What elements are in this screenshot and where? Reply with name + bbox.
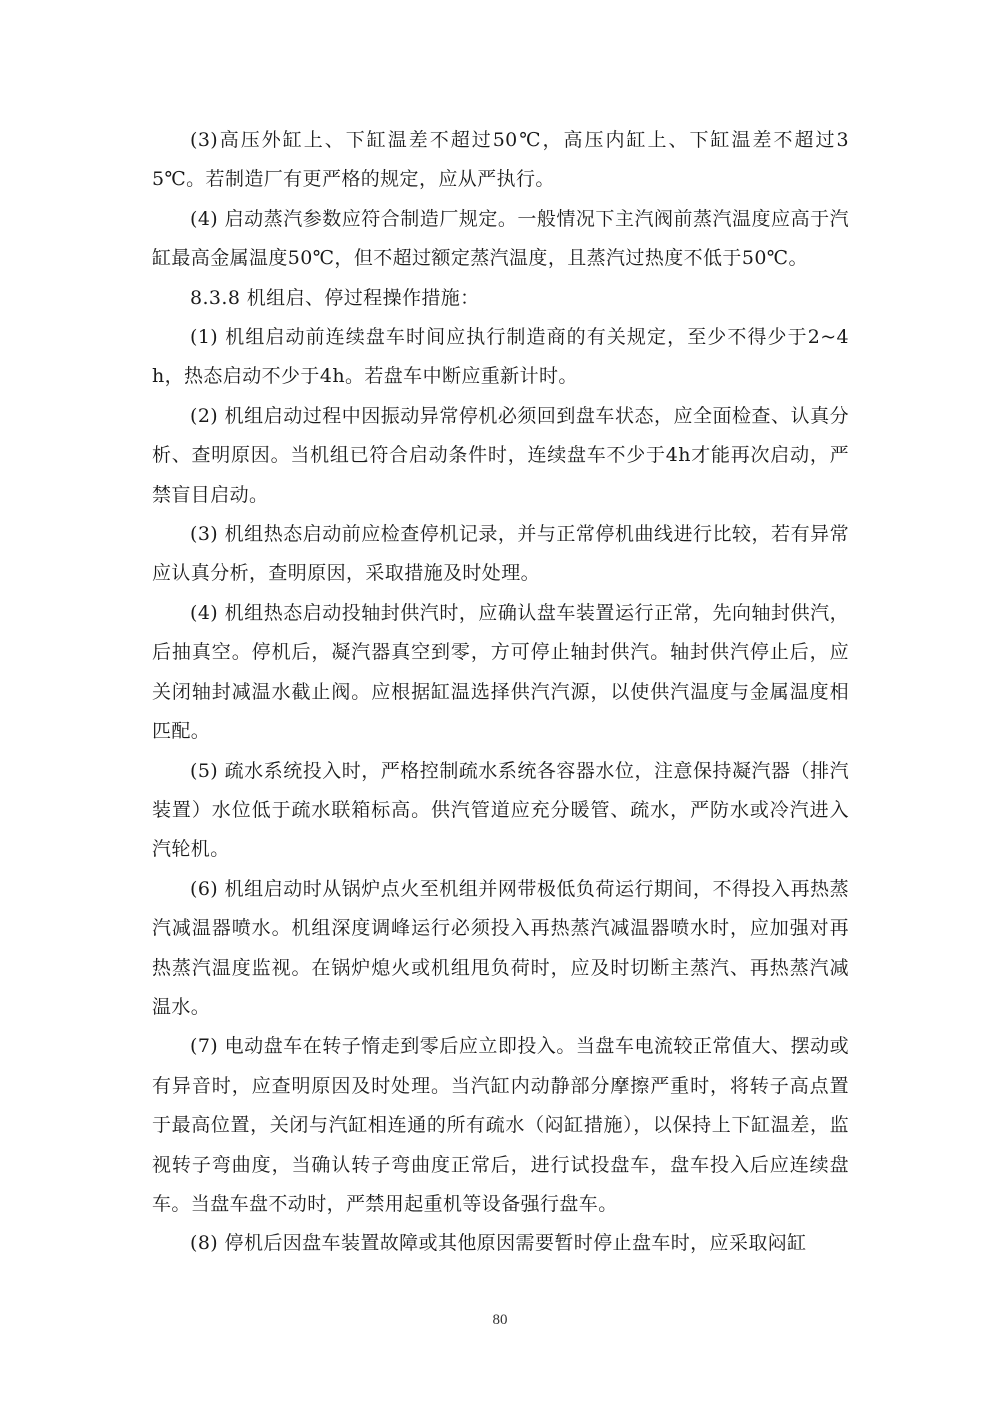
paragraph-2-vibration-shutdown: (2) 机组启动过程中因振动异常停机必须回到盘车状态，应全面检查、认真分析、查明原因。当机组已符合启动条件时，连续盘车不少于4h才能再次启动，严禁盲目启动。: [152, 404, 849, 506]
document-body: [152, 121, 849, 1264]
paragraph-3-hot-start-check: (3) 机组热态启动前应检查停机记录，并与正常停机曲线进行比较，若有异常应认真分析，查明原因，采取措施及时处理。: [152, 523, 849, 585]
paragraph-4-startup-steam: (4) 启动蒸汽参数应符合制造厂规定。一般情况下主汽阀前蒸汽温度应高于汽缸最高金属温度50℃，但不超过额定蒸汽温度，且蒸汽过热度不低于50℃。: [152, 207, 849, 270]
paragraph-7-electric-turning: (7) 电动盘车在转子惰走到零后应立即投入。当盘车电流较正常值大、摆动或有异音时，应查明原因及时处理。当汽缸内动静部分摩擦严重时，将转子高点置于最高位置，关闭与汽缸相连通的所有疏水（闷缸措施），以保持上下缸温差，监视转子弯曲度，当确认转子弯曲度正常后，进行试投盘车，盘车投入后应连续盘车。当盘车盘不动时，严禁用起重机等设备强行盘车。: [152, 1035, 849, 1215]
paragraph-5-drain-system: (5) 疏水系统投入时，严格控制疏水系统各容器水位，注意保持凝汽器（排汽装置）水位低于疏水联箱标高。供汽管道应充分暖管、疏水，严防水或冷汽进入汽轮机。: [152, 759, 849, 861]
paragraph-4-gland-seal-steam: (4) 机组热态启动投轴封供汽时，应确认盘车装置运行正常，先向轴封供汽，后抽真空。停机后，凝汽器真空到零，方可停止轴封供汽。轴封供汽停止后，应关闭轴封减温水截止阀。应根据缸温选择供汽汽源，以使供汽温度与金属温度相匹配。: [152, 601, 849, 743]
section-heading-8-3-8: 8.3.8 机组启、停过程操作措施：: [190, 286, 480, 309]
paragraph-3-cylinder-temperature: (3)高压外缸上、下缸温差不超过50℃，高压内缸上、下缸温差不超过35℃。若制造厂有更严格的规定，应从严执行。: [152, 129, 849, 191]
paragraph-6-reheat-desuperheater: (6) 机组启动时从锅炉点火至机组并网带极低负荷运行期间，不得投入再热蒸汽减温器喷水。机组深度调峰运行必须投入再热蒸汽减温器喷水时，应加强对再热蒸汽温度监视。在锅炉熄火或机组甩负荷时，应及时切断主蒸汽、再热蒸汽减温水。: [152, 877, 849, 1018]
paragraph-8-turning-fault: (8) 停机后因盘车装置故障或其他原因需要暂时停止盘车时，应采取闷缸: [190, 1232, 807, 1255]
paragraph-1-continuous-turning: (1) 机组启动前连续盘车时间应执行制造商的有关规定，至少不得少于2~4h，热态启动不少于4h。若盘车中断应重新计时。: [152, 326, 849, 388]
page-number: 80: [492, 1312, 508, 1328]
